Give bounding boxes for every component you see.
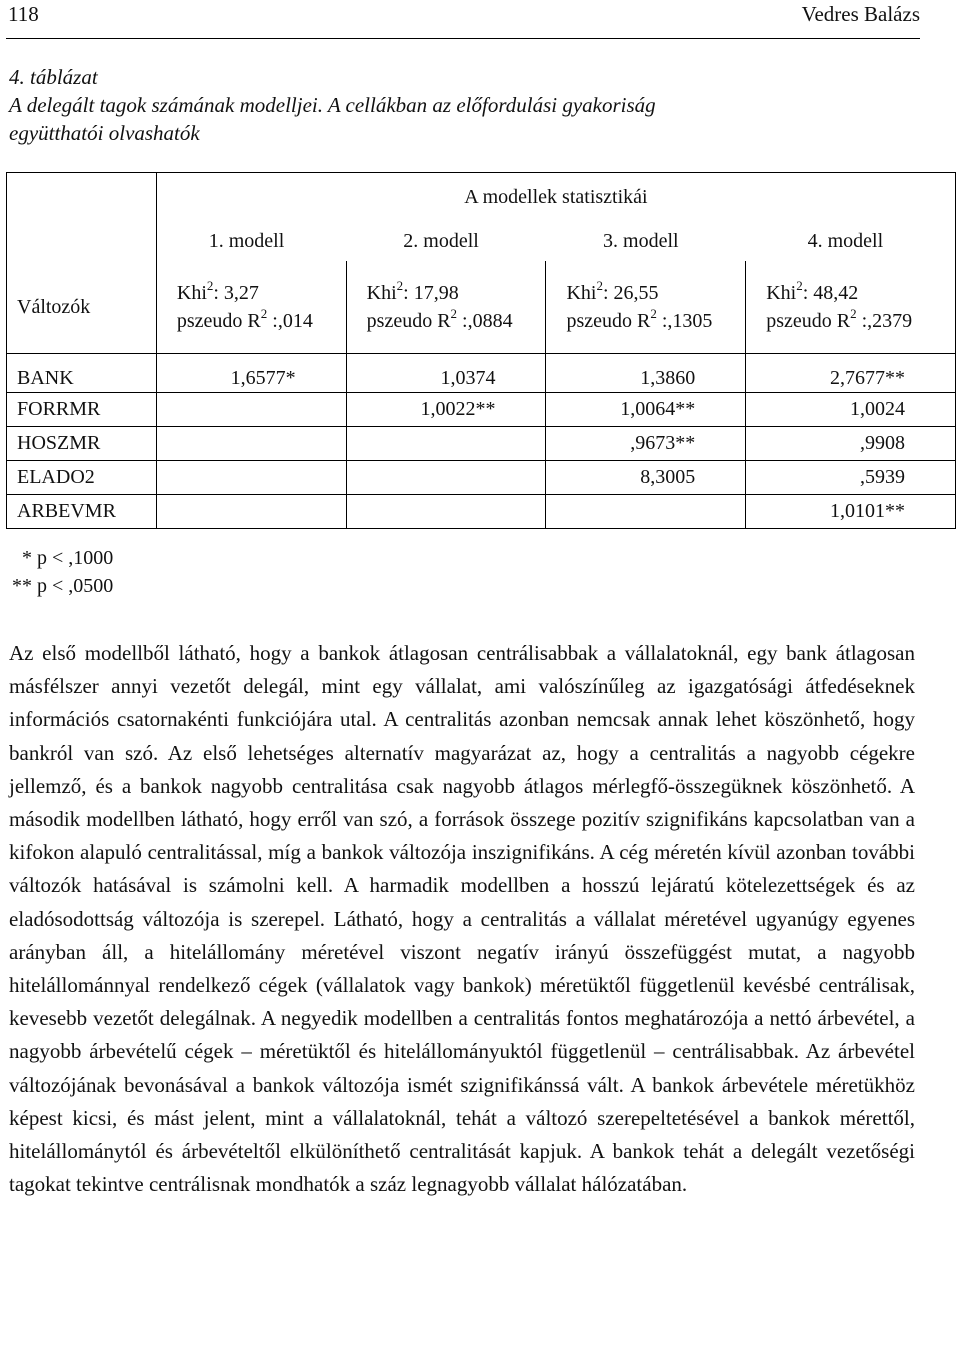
running-author: Vedres Balázs <box>801 2 920 26</box>
model-header: 2. modell <box>403 229 479 252</box>
model-stats: Khi$^2$: 3,27 pszeudo $R^2$ :,014 <box>156 261 346 354</box>
corner-cell <box>7 173 157 222</box>
table-cell: 2,7677** <box>746 354 956 393</box>
row-label: HOSZMR <box>7 427 157 461</box>
table-cell: 8,3005 <box>546 461 746 495</box>
table-cell <box>156 427 346 461</box>
table-cell: 1,0022** <box>346 393 546 427</box>
page-number: 118 <box>8 2 39 26</box>
model-header: 3. modell <box>603 229 679 252</box>
table-row <box>7 461 956 495</box>
model-stats: Khi$^2$: 26,55 pszeudo $R^2$ :,1305 <box>546 261 746 354</box>
model-stats: Khi$^2$: 48,42 pszeudo $R^2$ :,2379 <box>746 261 956 354</box>
significance-note: * p < ,1000 <box>12 547 114 569</box>
table-cell: 1,0064** <box>546 393 746 427</box>
table-title-line-2: együtthatói olvashatók <box>9 121 200 145</box>
model-header-row <box>7 221 956 261</box>
table-cell <box>346 427 546 461</box>
table-cell: 1,0374 <box>346 354 546 393</box>
table-cell: 1,0024 <box>746 393 956 427</box>
table-row <box>7 393 956 427</box>
table-notes <box>12 544 113 600</box>
models-table <box>6 172 956 529</box>
group-header: A modellek statisztikái <box>156 173 955 222</box>
table-cell <box>346 495 546 529</box>
table-cell <box>546 495 746 529</box>
table-cell <box>156 461 346 495</box>
table-row <box>7 427 956 461</box>
table-cell: ,9908 <box>746 427 956 461</box>
table-cell: ,9673** <box>546 427 746 461</box>
model-header: 1. modell <box>156 221 346 261</box>
group-header-row <box>7 173 956 222</box>
table-cell <box>156 495 346 529</box>
table-row <box>7 495 956 529</box>
table-caption <box>9 63 909 147</box>
table-cell: 1,3860 <box>546 354 746 393</box>
table-cell <box>346 461 546 495</box>
table-label: 4. táblázat <box>9 65 98 89</box>
model-header: 4. modell <box>746 221 956 261</box>
table-cell <box>156 393 346 427</box>
table-cell: ,5939 <box>746 461 956 495</box>
page-header <box>6 0 920 39</box>
table-cell: 1,0101** <box>746 495 956 529</box>
table-title-line-1: A delegált tagok számának modelljei. A cellákban az előfordulási gyakoriság <box>9 93 656 117</box>
row-label: BANK <box>7 354 157 393</box>
body-paragraph: Az első modellből látható, hogy a bankok átlagosan centrálisabbak a vállalatoknál, egy bank átlagosan másfélszer annyi vezetőt delegál, mint egy vállalat, ami valószínűleg az igazgatósági átfedéseknek információs csatornakénti funkciójára utal. A centralitás azonban nemcsak annak lehet köszönhető, hogy bankról van szó. Az első lehetséges alternatív magyarázat az, hogy a centralitás a nagyobb cégekre jellemző, és a bankok nagyobb centralitása csak nagyobb átlagos mérlegfő-összegüknek köszönhető. A második modellben látható, hogy erről van szó, a források összege pozitív szignifikáns kapcsolatban van a kifokon alapuló centralitással, míg a bankok változója inszignifikáns. A cég méretén kívül azonban további változók hatásával is számolni kell. A harmadik modellben a hosszú lejáratú kötelezettségek és az eladósodottság változója is szerepel. Látható, hogy a centralitás a vállalat méretével ugyanúgy egyenes arányban áll, a hitelállomány méretével viszont negatív irányú összefüggést mutat, a nagyobb hitelállománnyal rendelkező cégek (vállalatok vagy bankok) méretüktől függetlenül kevésbé centrálisak, kevesebb vezetőt delegálnak. A negyedik modellben a centralitás fontos meghatározója a nettó árbevétel, a nagyobb árbevételű cégek – méretüktől és hitelállományuktól függetlenül – centrálisabbak. Az árbevétel változójának bevonásával a bankok változója ismét szignifikánssá vált. A bankok árbevétele méretükhöz képest kicsi, és mást jelent, mint a vállalatoknál, tehát a változó szerepeltetésével a bankok mérettől, hitelállománytól és árbevételtől elkülöníthető centralitását kapjuk. A bankok tehát a delegált vezetőségi tagokat tekintve centrálisnak mondhatók a száz legnagyobb vállalat hálózatában. <box>9 641 915 1197</box>
model-stats: Khi$^2$: 17,98 pszeudo $R^2$ :,0884 <box>346 261 546 354</box>
variables-header: Változók <box>7 261 157 354</box>
row-label: ELADO2 <box>7 461 157 495</box>
row-label: FORRMR <box>7 393 157 427</box>
stats-row <box>7 261 956 354</box>
row-label: ARBEVMR <box>7 495 157 529</box>
table-cell: 1,6577* <box>156 354 346 393</box>
significance-note: ** p < ,0500 <box>12 575 114 597</box>
corner-cell <box>7 221 157 261</box>
table-row <box>7 354 956 393</box>
